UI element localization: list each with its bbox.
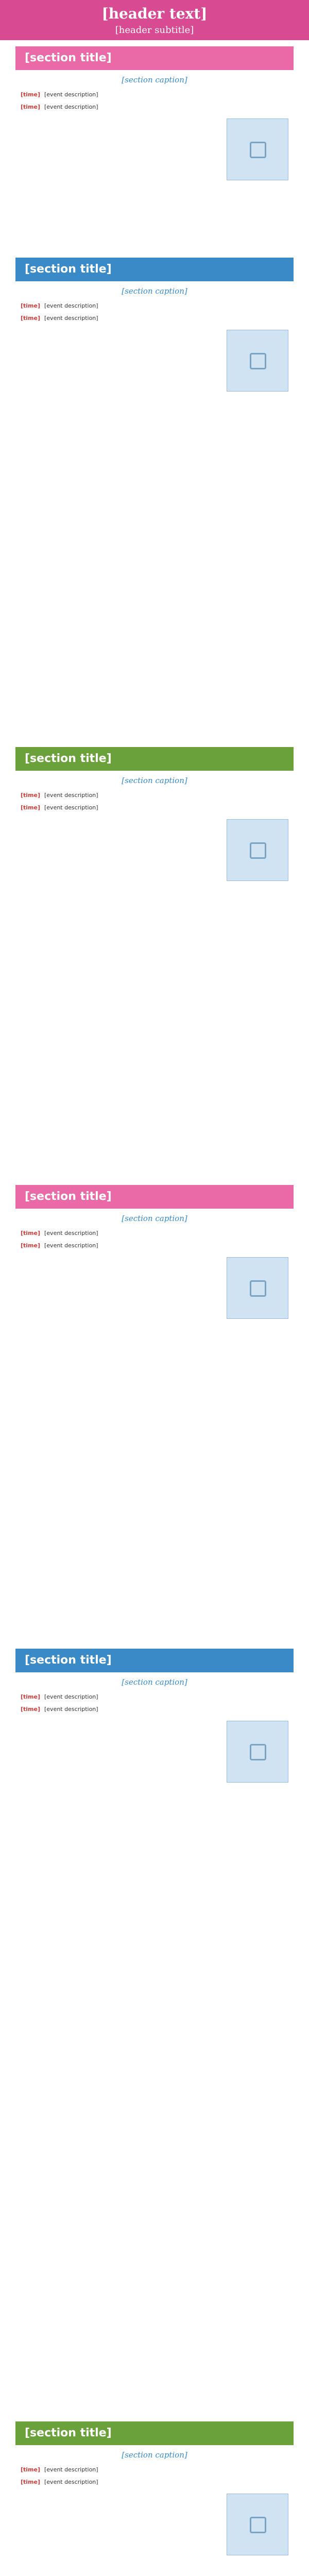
- image-placeholder: [227, 819, 288, 881]
- event-entry: [21, 804, 288, 812]
- event-entry: [21, 1242, 288, 1250]
- event-entry: [21, 314, 288, 323]
- event-description: [event description]: [44, 104, 98, 110]
- event-time: [time]: [21, 1706, 41, 1713]
- event-entry: [21, 91, 288, 99]
- event-description: [event description]: [44, 804, 98, 811]
- event-description: [event description]: [44, 792, 98, 799]
- event-description: [event description]: [44, 91, 98, 98]
- day-banner: [section title]: [15, 747, 294, 771]
- event-description: [event description]: [44, 1242, 98, 1249]
- image-placeholder: [227, 2494, 288, 2555]
- image-icon: [250, 142, 266, 158]
- event-entry: [21, 103, 288, 111]
- day-banner: [section title]: [15, 2421, 294, 2445]
- image-placeholder: [227, 330, 288, 392]
- event-time: [time]: [21, 792, 41, 799]
- event-description: [event description]: [44, 315, 98, 321]
- event-time: [time]: [21, 302, 41, 309]
- event-entry: [21, 2478, 288, 2486]
- image-icon: [250, 1744, 266, 1760]
- image-placeholder: [227, 1257, 288, 1319]
- event-time: [time]: [21, 104, 41, 110]
- event-description: [event description]: [44, 1706, 98, 1713]
- event-entry: [21, 1705, 288, 1714]
- image-icon: [250, 353, 266, 369]
- event-description: [event description]: [44, 2479, 98, 2485]
- image-icon: [250, 1280, 266, 1297]
- section-caption: [section caption]: [122, 286, 187, 296]
- event-description: [event description]: [44, 302, 98, 309]
- section-caption: [section caption]: [122, 75, 187, 84]
- event-time: [time]: [21, 1230, 41, 1236]
- event-description: [event description]: [44, 1230, 98, 1236]
- page-header: [0, 0, 309, 40]
- event-time: [time]: [21, 2479, 41, 2485]
- event-time: [time]: [21, 315, 41, 321]
- day-banner: [section title]: [15, 1185, 294, 1209]
- event-time: [time]: [21, 804, 41, 811]
- event-entry: [21, 2466, 288, 2474]
- page-title: [header text]: [101, 5, 208, 22]
- section-caption: [section caption]: [122, 2450, 187, 2460]
- event-entry: [21, 791, 288, 800]
- image-icon: [250, 842, 266, 859]
- section-caption: [section caption]: [122, 1214, 187, 1223]
- event-time: [time]: [21, 2466, 41, 2473]
- section-caption: [section caption]: [122, 1677, 187, 1687]
- section-caption: [section caption]: [122, 776, 187, 785]
- event-entry: [21, 1229, 288, 1238]
- event-entry: [21, 302, 288, 310]
- event-time: [time]: [21, 91, 41, 98]
- day-banner: [section title]: [15, 46, 294, 70]
- page-subtitle: [header subtitle]: [115, 25, 194, 36]
- event-time: [time]: [21, 1242, 41, 1249]
- image-placeholder: [227, 1721, 288, 1783]
- event-description: [event description]: [44, 2466, 98, 2473]
- day-banner: [section title]: [15, 258, 294, 281]
- image-icon: [250, 2517, 266, 2533]
- event-entry: [21, 1693, 288, 1701]
- day-banner: [section title]: [15, 1649, 294, 1672]
- event-time: [time]: [21, 1693, 41, 1700]
- image-placeholder: [227, 118, 288, 180]
- event-description: [event description]: [44, 1693, 98, 1700]
